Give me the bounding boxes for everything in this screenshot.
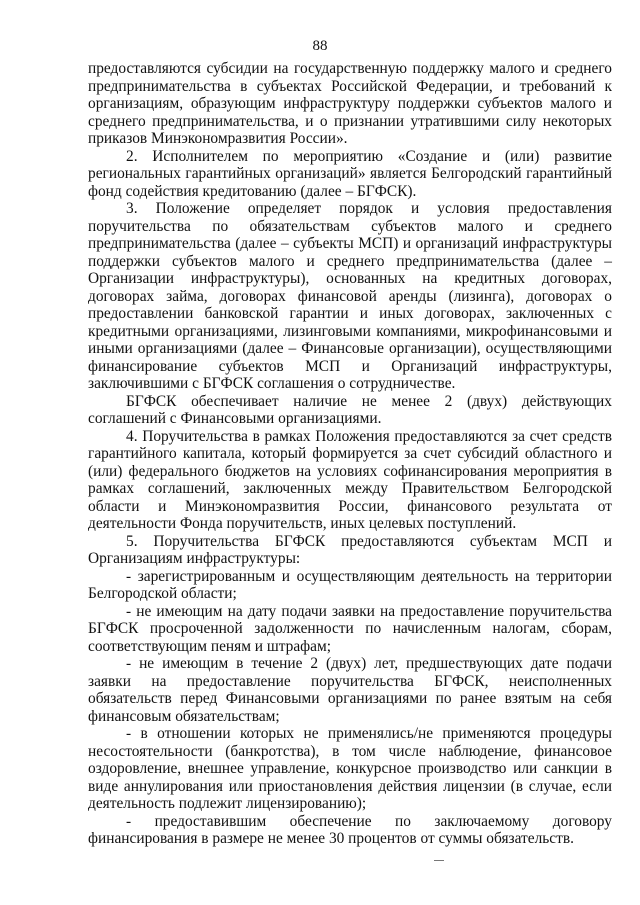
document-body (88, 60, 612, 848)
list-item: - не имеющим на дату подачи заявки на предоставление поручительства БГФСК просроченной задолженности по начисленным налогам, сборам, соответствующим пеням и штрафам; (88, 602, 612, 655)
scan-mark (434, 860, 444, 861)
page-number: 88 (312, 38, 328, 54)
list-item: - в отношении которых не применялись/не применяются процедуры несостоятельности (банкротства), в том числе наблюдение, финансовое оздоровление, внешнее управление, конкурсное производство или санкции в виде аннулирования или приостановления действия лицензии (в случае, если деятельность подлежит лицензированию); (88, 725, 612, 812)
paragraph: 4. Поручительства в рамках Положения предоставляются за счет средств гарантийного капитала, который формируется за счет субсидий областного и (или) федерального бюджетов на условиях софинансирования мероприятия в рамках соглашений, заключенных между Правительством Белгородской области и Минэкономразвития России, финансового результата от деятельности Фонда поручительств, иных целевых поступлений. (88, 427, 612, 532)
paragraph: предоставляются субсидии на государственную поддержку малого и среднего предпринимательства в субъектах Российской Федерации, и требований к организациям, образующим инфраструктуру поддержки субъектов малого и среднего предпринимательства, и о признании утратившими силу некоторых приказов Минэкономразвития России». (88, 60, 612, 147)
paragraph: 5. Поручительства БГФСК предоставляются субъектам МСП и Организациям инфраструктуры: (88, 532, 612, 567)
list-item: - предоставившим обеспечение по заключаемому договору финансирования в размере не менее 30 процентов от суммы обязательств. (88, 812, 612, 847)
list-item: - не имеющим в течение 2 (двух) лет, предшествующих дате подачи заявки на предоставление поручительства БГФСК, неисполненных обязательств перед Финансовыми организациями по ранее взятым на себя финансовым обязательствам; (88, 655, 612, 725)
paragraph: БГФСК обеспечивает наличие не менее 2 (двух) действующих соглашений с Финансовыми организациями. (88, 392, 612, 427)
list-item: - зарегистрированным и осуществляющим деятельность на территории Белгородской области; (88, 567, 612, 602)
paragraph: 3. Положение определяет порядок и условия предоставления поручительства по обязательствам субъектов малого и среднего предпринимательства (далее – субъекты МСП) и организаций инфраструктуры поддержки субъектов малого и среднего предпринимательства (далее – Организации инфраструктуры), основанных на кредитных договорах, договорах займа, договорах финансовой аренды (лизинга), договорах о предоставлении банковской гарантии и иных договорах, заключенных с кредитными организациями, лизинговыми компаниями, микрофинансовыми и иными организациями (далее – Финансовые организации), осуществляющими финансирование субъектов МСП и Организаций инфраструктуры, заключившими с БГФСК соглашения о сотрудничестве. (88, 200, 612, 392)
paragraph: 2. Исполнителем по мероприятию «Создание и (или) развитие региональных гарантийных организаций» является Белгородский гарантийный фонд содействия кредитованию (далее – БГФСК). (88, 147, 612, 200)
